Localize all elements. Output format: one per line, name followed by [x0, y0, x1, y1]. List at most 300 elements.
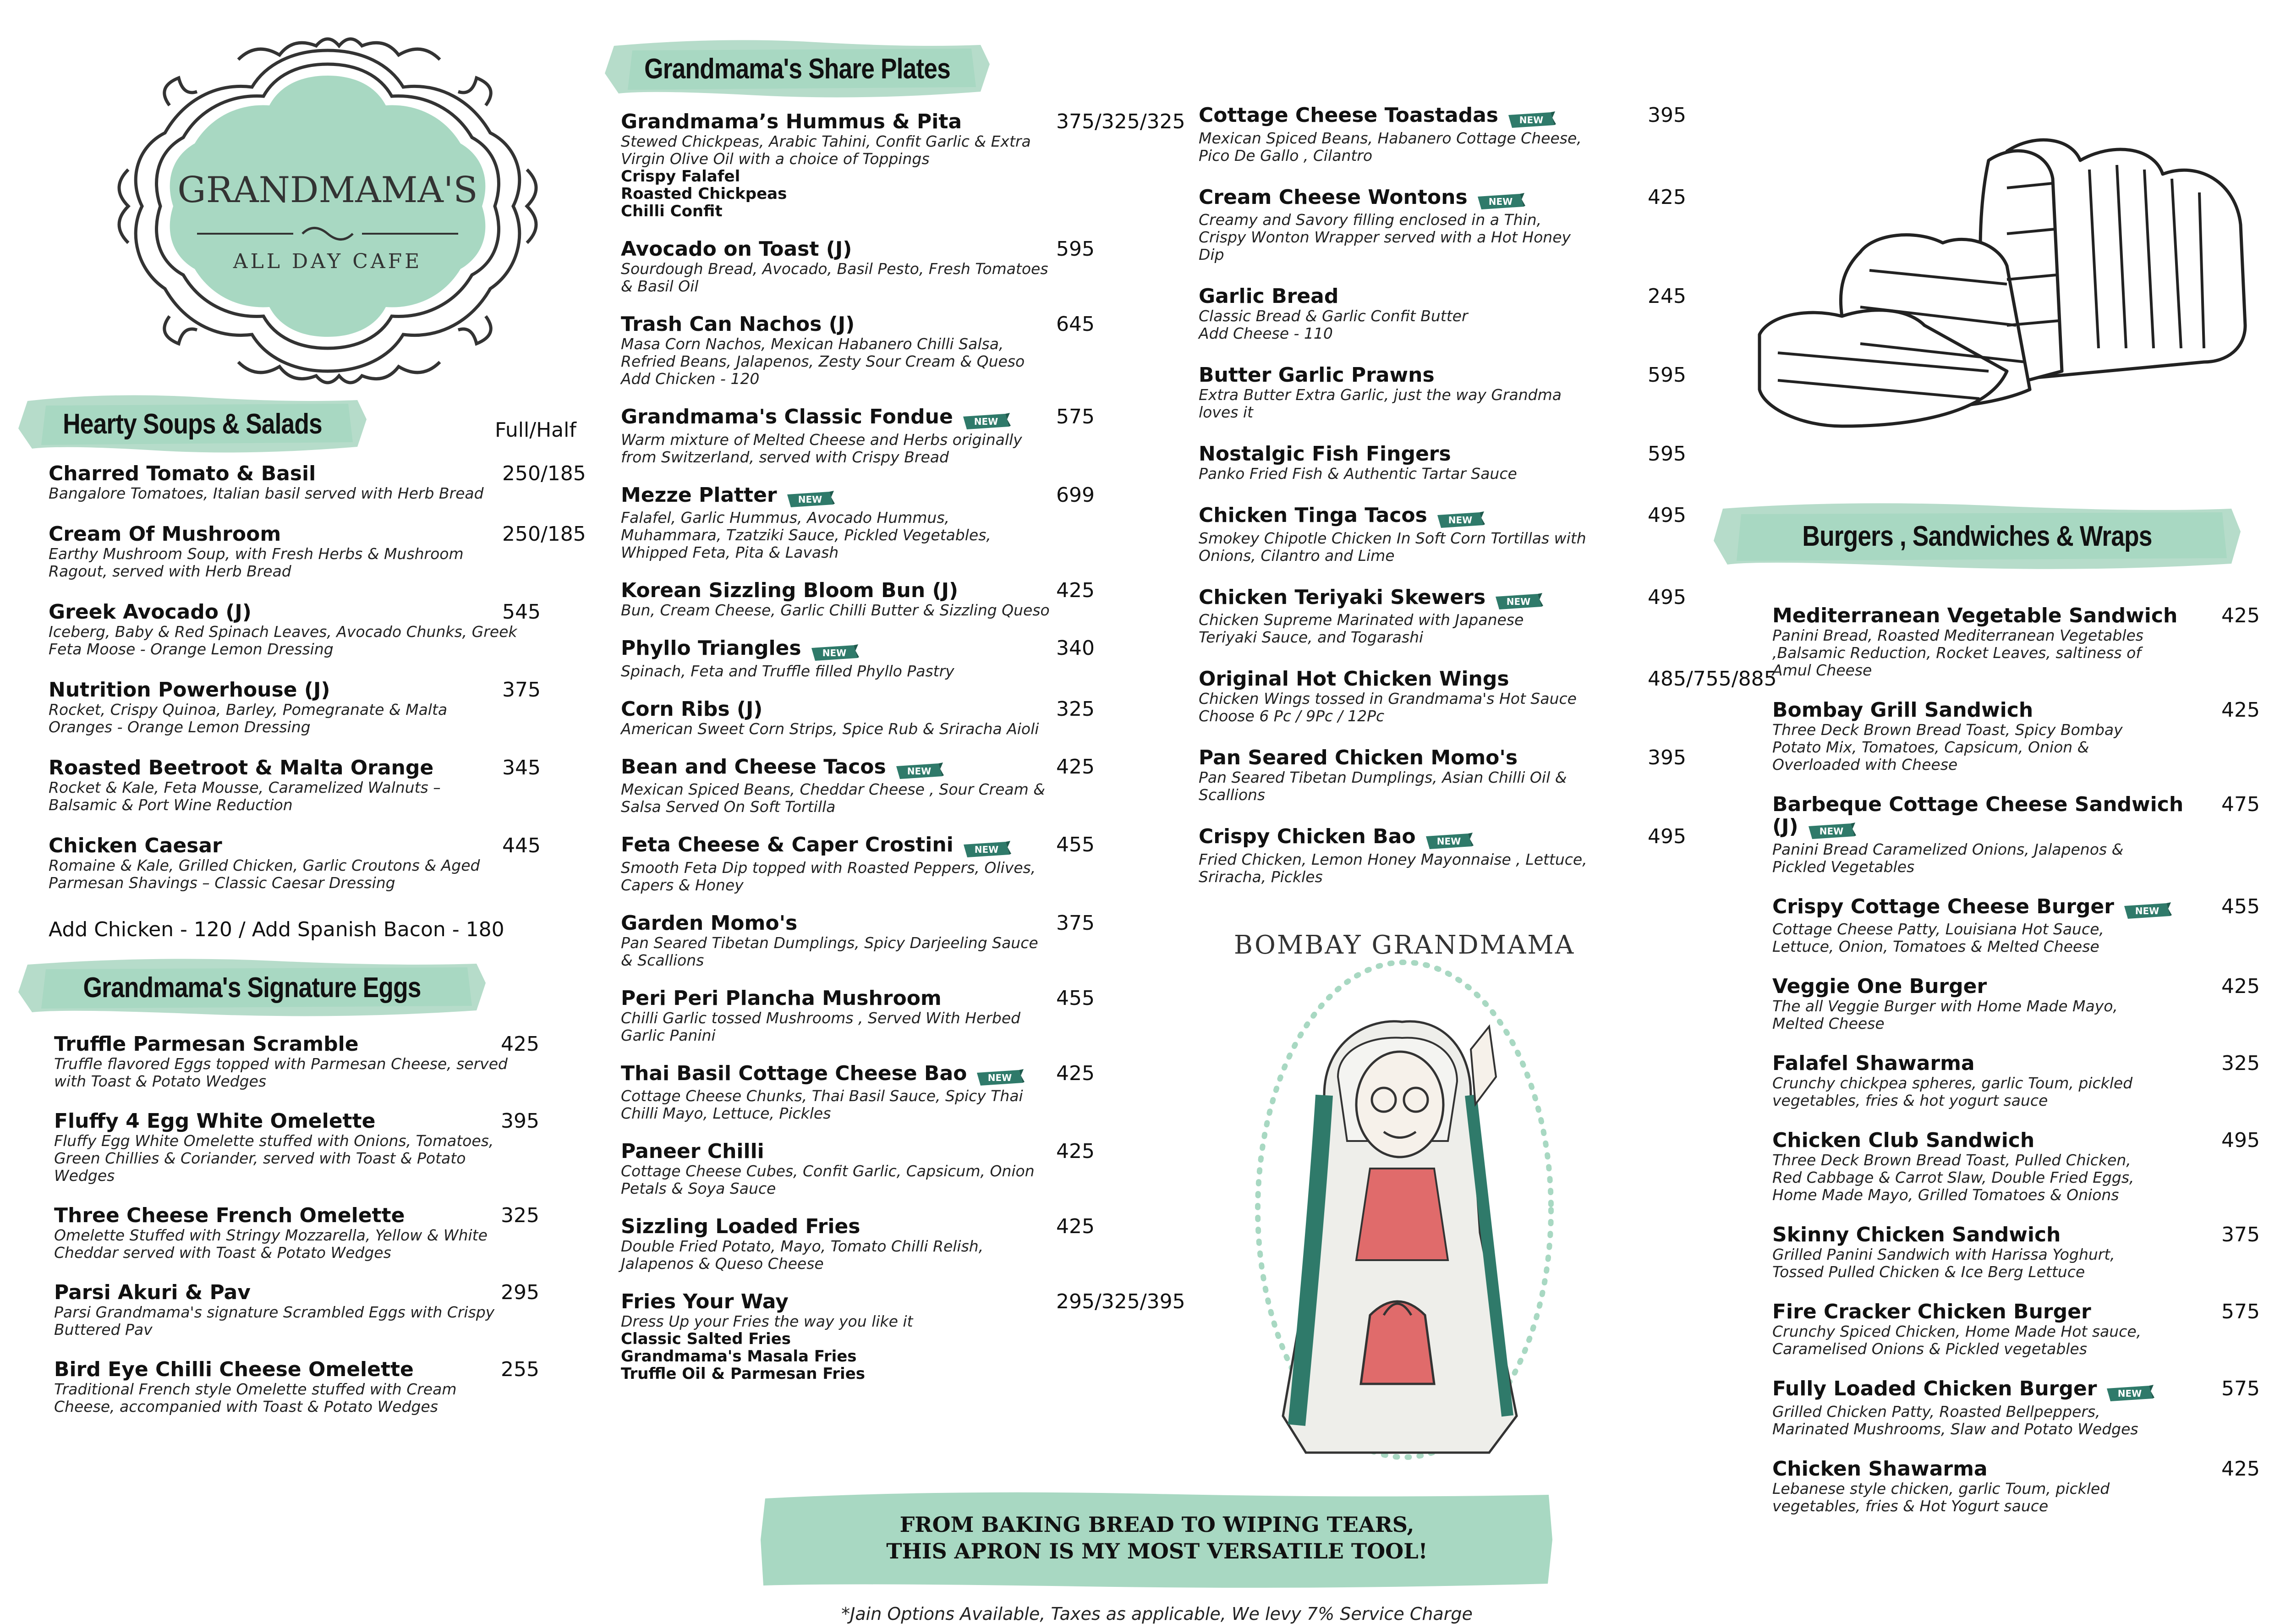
new-badge-icon [2105, 1384, 2154, 1403]
menu-item-description: Lettuce, Onion, Tomatoes & Melted Cheese [1772, 938, 2099, 955]
menu-item [1772, 1130, 2276, 1204]
menu-item-name: Fire Cracker Chicken Burger [1772, 1300, 2091, 1323]
menu-item-description: Classic Bread & Garlic Confit Butter [1199, 307, 1468, 325]
menu-item-price: 425 [1056, 579, 1095, 602]
menu-item-description: Pickled Vegetables [1772, 857, 1915, 876]
menu-item-description: Crispy Wonton Wrapper served with a Hot Honey [1199, 228, 1571, 246]
menu-item [49, 463, 589, 502]
menu-item-description: & Basil Oil [621, 277, 699, 295]
menu-item-name: Phyllo Triangles [621, 636, 801, 660]
menu-item [1199, 747, 1744, 804]
menu-item [1199, 587, 1744, 647]
menu-item-option: Classic Salted Fries [621, 1330, 791, 1348]
menu-item-price: 375 [1056, 911, 1095, 935]
menu-item-price: 425 [501, 1032, 539, 1056]
soups-size-header: Full/Half [495, 418, 576, 442]
menu-item-description: Chilli Mayo, Lettuce, Pickles [621, 1104, 831, 1122]
menu-item-price: 425 [2221, 1457, 2260, 1481]
menu-item-price: 455 [1056, 986, 1095, 1010]
menu-item [621, 406, 1189, 466]
menu-item-description: Red Cabbage & Carrot Slaw, Double Fried Eggs, [1772, 1169, 2134, 1186]
menu-item [1199, 443, 1744, 483]
apron-quote-box [761, 1489, 1553, 1590]
menu-item [54, 1282, 590, 1339]
menu-item-name: Peri Peri Plancha Mushroom [621, 986, 942, 1010]
svg-text:NEW: NEW [2135, 905, 2159, 916]
menu-item-price: 250/185 [502, 462, 586, 485]
menu-item-option: Grandmama's Masala Fries [621, 1347, 857, 1366]
logo-tagline: ALL DAY CAFE [233, 250, 422, 273]
menu-item-name: Trash Can Nachos (J) [621, 313, 855, 336]
menu-item-description: Caramelised Onions & Pickled vegetables [1772, 1340, 2087, 1358]
menu-item [1772, 1053, 2276, 1109]
menu-item-price: 375/325/325 [1056, 110, 1185, 133]
soups-addon: Add Chicken - 120 / Add Spanish Bacon - 180 [49, 918, 504, 941]
menu-item-option: Chilli Confit [621, 202, 723, 220]
menu-item [621, 1291, 1189, 1383]
menu-item-price: 645 [1056, 313, 1095, 336]
starters-list [1199, 104, 1777, 908]
menu-item-description: Panini Bread, Roasted Mediterranean Vegetables [1772, 626, 2143, 644]
grandma-title: BOMBAY GRANDMAMA [1233, 930, 1575, 960]
menu-item-name: Three Cheese French Omelette [54, 1204, 405, 1227]
menu-item-description: Muhammara, Tzatziki Sauce, Pickled Vegetables, [621, 526, 991, 544]
menu-item-description: Onions, Cilantro and Lime [1199, 546, 1395, 565]
menu-item-price: 475 [2221, 793, 2260, 816]
menu-item-price: 325 [1056, 697, 1095, 721]
menu-item [621, 834, 1189, 894]
menu-item-description: Ragout, served with Herb Bread [49, 562, 291, 580]
menu-item [621, 484, 1189, 562]
menu-item [54, 1110, 590, 1185]
menu-item-description: Garlic Panini [621, 1026, 716, 1044]
menu-item-name: Parsi Akuri & Pav [54, 1281, 251, 1304]
menu-item-description: Mexican Spiced Beans, Cheddar Cheese , Sour Cream & [621, 780, 1046, 798]
menu-item-description: Sourdough Bread, Avocado, Basil Pesto, Fresh Tomatoes [621, 260, 1048, 278]
menu-item-name: Charred Tomato & Basil [49, 462, 316, 485]
menu-item [1199, 285, 1744, 342]
menu-item-description: Add Chicken - 120 [621, 370, 760, 388]
menu-item-description: Wedges [54, 1167, 115, 1185]
soups-list [49, 463, 589, 913]
menu-item-description: Panko Fried Fish & Authentic Tartar Sauce [1199, 465, 1517, 483]
menu-item-description: Falafel, Garlic Hummus, Avocado Hummus, [621, 509, 950, 527]
logo-name: GRANDMAMA'S [177, 170, 478, 211]
menu-item-description: Parsi Grandmama's signature Scrambled Eggs with Crispy [54, 1303, 495, 1321]
menu-item-name: Cottage Cheese Toastadas [1199, 104, 1498, 127]
menu-item-price: 345 [502, 756, 541, 779]
menu-item-price: 485/755/885 [1648, 667, 1777, 691]
menu-item-name: Grandmama's Classic Fondue [621, 405, 953, 428]
menu-item-description: Choose 6 Pc / 9Pc / 12Pc [1199, 707, 1385, 725]
menu-item [621, 698, 1189, 738]
menu-item-name: Butter Garlic Prawns [1199, 363, 1435, 387]
menu-item-description: Green Chillies & Coriander, served with Toast & Potato [54, 1149, 466, 1167]
menu-item [621, 988, 1189, 1044]
menu-item-description: Refried Beans, Jalapenos, Zesty Sour Cream & Queso [621, 352, 1025, 370]
menu-item-name: Corn Ribs (J) [621, 697, 763, 721]
menu-item-description: Grilled Panini Sandwich with Harissa Yoghurt, [1772, 1245, 2115, 1263]
menu-item [621, 580, 1189, 619]
new-badge-icon [1476, 192, 1525, 211]
menu-item [1772, 699, 2276, 774]
menu-item-description: Romaine & Kale, Grilled Chicken, Garlic Croutons & Aged [49, 856, 480, 874]
menu-item [621, 1063, 1189, 1123]
menu-item-description: Crunchy Spiced Chicken, Home Made Hot sauce, [1772, 1322, 2142, 1340]
menu-item-name: Cream Cheese Wontons [1199, 185, 1468, 209]
menu-item-price: 575 [1056, 405, 1095, 428]
menu-item-description: Potato Mix, Tomatoes, Capsicum, Onion & [1772, 738, 2089, 756]
menu-item-name: Greek Avocado (J) [49, 600, 252, 624]
menu-item-description: with Toast & Potato Wedges [54, 1072, 267, 1090]
menu-item-name: Roasted Beetroot & Malta Orange [49, 756, 434, 779]
menu-item-name: Veggie One Burger [1772, 975, 1987, 998]
menu-item [1772, 1458, 2276, 1515]
menu-item [1772, 1301, 2276, 1358]
menu-item-price: 445 [502, 834, 541, 857]
eggs-banner [18, 955, 486, 1020]
menu-item [49, 757, 589, 814]
new-badge-icon [962, 840, 1011, 859]
menu-item-price: 395 [1648, 746, 1686, 769]
menu-item-description: Feta Moose - Orange Lemon Dressing [49, 640, 334, 658]
menu-item-price: 375 [502, 678, 541, 702]
menu-item-price: 295 [501, 1281, 539, 1304]
new-badge-icon [975, 1068, 1025, 1087]
svg-text:NEW: NEW [1436, 835, 1461, 847]
menu-item-price: 455 [2221, 894, 2260, 918]
menu-item-description: Spinach, Feta and Truffle filled Phyllo Pastry [621, 662, 954, 680]
menu-item-description: Home Made Mayo, Grilled Tomatoes & Onions [1772, 1186, 2119, 1204]
menu-item-price: 250/185 [502, 522, 586, 546]
menu-item-name: Mezze Platter [621, 483, 777, 507]
svg-text:NEW: NEW [1506, 596, 1531, 607]
menu-item-price: 425 [1056, 755, 1095, 779]
menu-item-description: Marinated Mushrooms, Slaw and Potato Wedges [1772, 1420, 2138, 1438]
menu-item-name: Nostalgic Fish Fingers [1199, 442, 1451, 466]
menu-item-description: Cottage Cheese Chunks, Thai Basil Sauce, Spicy Thai [621, 1087, 1023, 1105]
menu-item-description: Add Cheese - 110 [1199, 324, 1333, 342]
menu-item-description: Cheese, accompanied with Toast & Potato Wedges [54, 1398, 438, 1416]
new-badge-icon [1507, 110, 1556, 130]
menu-item-name: Nutrition Powerhouse (J) [49, 678, 330, 702]
menu-item-description: Smooth Feta Dip topped with Roasted Peppers, Olives, [621, 858, 1036, 877]
menu-item-description: Whipped Feta, Pita & Lavash [621, 543, 839, 561]
menu-item-description: Jalapenos & Queso Cheese [621, 1255, 824, 1273]
menu-item-description: American Sweet Corn Strips, Spice Rub & Sriracha Aioli [621, 719, 1039, 738]
menu-item [1772, 1224, 2276, 1281]
menu-item-price: 595 [1648, 442, 1686, 466]
soups-title: Hearty Soups & Salads [63, 408, 322, 440]
menu-item-description: Overloaded with Cheese [1772, 756, 1958, 774]
burgers-banner [1714, 499, 2241, 573]
menu-item-description: & Scallions [621, 951, 704, 969]
footnote: *Jain Options Available, Taxes as applicable, We levy 7% Service Charge [841, 1604, 1473, 1624]
menu-item-price: 245 [1648, 285, 1686, 308]
menu-item-description: Bangalore Tomatoes, Italian basil served with Herb Bread [49, 484, 484, 502]
menu-item-price: 325 [501, 1204, 539, 1227]
menu-item-name: Grandmama’s Hummus & Pita [621, 110, 962, 133]
menu-item-description: ,Balsamic Reduction, Rocket Leaves, saltiness of [1772, 644, 2141, 662]
menu-item-name: Cream Of Mushroom [49, 522, 281, 546]
menu-item-price: 575 [2221, 1300, 2260, 1323]
menu-item [621, 1141, 1189, 1197]
burgers-title: Burgers , Sandwiches & Wraps [1802, 520, 2152, 552]
menu-item [621, 756, 1189, 816]
bread-illustration [1750, 133, 2268, 463]
menu-item-description: vegetables, fries & hot yogurt sauce [1772, 1092, 2048, 1109]
svg-text:NEW: NEW [988, 1072, 1012, 1083]
new-badge-icon [2122, 901, 2172, 921]
menu-item-name: Fully Loaded Chicken Burger [1772, 1377, 2097, 1400]
menu-item-description: Iceberg, Baby & Red Spinach Leaves, Avocado Chunks, Greek [49, 623, 517, 641]
menu-item-name: Original Hot Chicken Wings [1199, 667, 1509, 691]
menu-item-name: Skinny Chicken Sandwich [1772, 1223, 2061, 1246]
menu-item-name: Garden Momo's [621, 911, 798, 935]
menu-item-description: Smokey Chipotle Chicken In Soft Corn Tortillas with [1199, 529, 1586, 547]
new-badge-icon [894, 762, 944, 781]
menu-item-price: 595 [1648, 363, 1686, 387]
menu-item [621, 313, 1189, 388]
menu-item-price: 340 [1056, 636, 1095, 660]
menu-item-name: Mediterranean Vegetable Sandwich [1772, 604, 2178, 627]
menu-item-description: Virgin Olive Oil with a choice of Toppings [621, 150, 930, 168]
apron-quote-line-1: FROM BAKING BREAD TO WIPING TEARS, [899, 1512, 1414, 1537]
menu-item-description: Creamy and Savory filling enclosed in a Thin, [1199, 211, 1542, 229]
menu-item-price: 425 [1056, 1140, 1095, 1163]
menu-item [49, 523, 589, 580]
menu-item-option: Crispy Falafel [621, 167, 740, 186]
menu-item-description: Stewed Chickpeas, Arabic Tahini, Confit Garlic & Extra [621, 132, 1031, 150]
menu-item-description: Chicken Wings tossed in Grandmama's Hot Sauce [1199, 690, 1577, 708]
menu-item-description: Cottage Cheese Cubes, Confit Garlic, Capsicum, Onion [621, 1162, 1035, 1180]
menu-item-description: Omelette Stuffed with Stringy Mozzarella, Yellow & White [54, 1226, 488, 1244]
menu-item [54, 1033, 590, 1090]
menu-item-description: Chicken Supreme Marinated with Japanese [1199, 611, 1524, 629]
menu-item [1772, 1378, 2276, 1438]
menu-item-description: Parmesan Shavings – Classic Caesar Dressing [49, 874, 395, 892]
menu-item-description: Pan Seared Tibetan Dumplings, Asian Chilli Oil & [1199, 768, 1567, 786]
menu-item [1199, 505, 1744, 565]
menu-item-name: Chicken Tinga Tacos [1199, 504, 1427, 527]
menu-item-description: Fluffy Egg White Omelette stuffed with Onions, Tomatoes, [54, 1132, 494, 1150]
menu-item-description: Cheddar served with Toast & Potato Wedges [54, 1244, 391, 1262]
menu-item [621, 111, 1189, 220]
menu-item-name: Paneer Chilli [621, 1140, 764, 1163]
menu-item-name: Fries Your Way [621, 1290, 789, 1313]
menu-item-description: Traditional French style Omelette stuffed with Cream [54, 1380, 457, 1398]
menu-item-description: Three Deck Brown Bread Toast, Spicy Bombay [1772, 721, 2123, 739]
svg-text:NEW: NEW [1488, 196, 1513, 207]
apron-quote-line-2: THIS APRON IS MY MOST VERSATILE TOOL! [886, 1539, 1428, 1564]
menu-item-price: 255 [501, 1358, 539, 1381]
menu-item-price: 425 [1056, 1215, 1095, 1238]
menu-item-price: 455 [1056, 833, 1095, 856]
menu-item-description: Mexican Spiced Beans, Habanero Cottage Cheese, [1199, 129, 1582, 147]
menu-item-description: Chilli Garlic tossed Mushrooms , Served With Herbed [621, 1009, 1021, 1027]
menu-item-price: 425 [1056, 1061, 1095, 1085]
menu-item-description: Lebanese style chicken, garlic Toum, pickled [1772, 1479, 2110, 1498]
menu-item-name: Crispy Cottage Cheese Burger [1772, 894, 2114, 918]
menu-item-name: Sizzling Loaded Fries [621, 1215, 860, 1238]
menu-item-name: Fluffy 4 Egg White Omelette [54, 1109, 376, 1133]
menu-item [1772, 976, 2276, 1032]
menu-item-price: 495 [1648, 585, 1686, 609]
svg-text:NEW: NEW [822, 647, 846, 658]
menu-item-description: Fried Chicken, Lemon Honey Mayonnaise , Lettuce, [1199, 850, 1587, 868]
menu-item [1199, 187, 1744, 264]
menu-item-description: Panini Bread Caramelized Onions, Jalapenos & [1772, 840, 2124, 858]
menu-item-description: Masa Corn Nachos, Mexican Habanero Chilli Salsa, [621, 335, 1004, 353]
menu-item-price: 325 [2221, 1052, 2260, 1075]
menu-item-name: Bombay Grill Sandwich [1772, 698, 2033, 722]
menu-item-description: from Switzerland, served with Crispy Bread [621, 448, 949, 466]
new-badge-icon [1494, 592, 1543, 611]
menu-item-name: Garlic Bread [1199, 285, 1339, 308]
menu-item [49, 679, 589, 736]
svg-text:NEW: NEW [1448, 514, 1473, 526]
share-list [621, 111, 1189, 1401]
menu-item-name: Pan Seared Chicken Momo's [1199, 746, 1518, 769]
menu-item-description: Double Fried Potato, Mayo, Tomato Chilli Relish, [621, 1237, 984, 1255]
menu-item [1199, 104, 1744, 165]
bread-loaf-icon [1750, 133, 2268, 463]
menu-item-price: 495 [1648, 825, 1686, 848]
menu-item-description: Crunchy chickpea spheres, garlic Toum, pickled [1772, 1074, 2133, 1092]
soups-banner [18, 392, 367, 456]
menu-item-name: Chicken Caesar [49, 834, 222, 857]
menu-item-description: Extra Butter Extra Garlic, just the way Grandma [1199, 386, 1562, 404]
menu-item-price: 295/325/395 [1056, 1290, 1185, 1313]
menu-item-name: Bean and Cheese Tacos [621, 755, 886, 779]
burgers-list [1772, 605, 2276, 1535]
menu-item-description: Pan Seared Tibetan Dumplings, Spicy Darjeeling Sauce [621, 933, 1038, 952]
menu-item-description: Melted Cheese [1772, 1015, 1885, 1032]
menu-item-description: Tossed Pulled Chicken & Ice Berg Lettuce [1772, 1263, 2085, 1281]
svg-text:NEW: NEW [1519, 114, 1544, 126]
menu-item-price: 575 [2221, 1377, 2260, 1400]
menu-item-price: 595 [1056, 237, 1095, 261]
menu-item [54, 1205, 590, 1262]
grandma-illustration [1233, 912, 1576, 1471]
grandma-icon [1233, 912, 1576, 1471]
menu-item-description: Grilled Chicken Patty, Roasted Bellpeppers, [1772, 1402, 2100, 1421]
menu-item-price: 395 [1648, 104, 1686, 127]
eggs-title: Grandmama's Signature Eggs [83, 971, 421, 1004]
menu-item-description: Buttered Pav [54, 1321, 153, 1339]
menu-item [49, 835, 589, 892]
menu-item-price: 495 [1648, 504, 1686, 527]
menu-item-description: Rocket & Kale, Feta Mousse, Caramelized Walnuts – [49, 779, 441, 796]
svg-text:NEW: NEW [974, 844, 998, 855]
menu-item-name: Korean Sizzling Bloom Bun (J) [621, 579, 959, 602]
menu-item [1772, 794, 2276, 876]
logo-frame-icon [101, 32, 554, 390]
menu-item-name: Chicken Teriyaki Skewers [1199, 585, 1486, 609]
menu-item-name: Crispy Chicken Bao [1199, 825, 1416, 848]
menu-item-description: Salsa Served On Soft Tortilla [621, 798, 836, 816]
new-badge-icon [785, 490, 835, 509]
menu-item-price: 425 [1648, 185, 1686, 209]
menu-item-name: Bird Eye Chilli Cheese Omelette [54, 1358, 414, 1381]
eggs-list [54, 1033, 590, 1436]
menu-item [1772, 896, 2276, 956]
menu-item-description: Dress Up your Fries the way you like it [621, 1312, 913, 1330]
menu-item [49, 601, 589, 658]
cafe-logo [101, 32, 554, 390]
svg-text:NEW: NEW [974, 416, 998, 427]
menu-item-description: Earthy Mushroom Soup, with Fresh Herbs & Mushroom [49, 545, 464, 563]
menu-item [1199, 667, 1777, 725]
menu-item-price: 395 [501, 1109, 539, 1133]
menu-item-description: Three Deck Brown Bread Toast, Pulled Chicken, [1772, 1151, 2131, 1169]
menu-item-option: Roasted Chickpeas [621, 185, 787, 203]
new-badge-icon [1807, 822, 1856, 841]
menu-item-name: Barbeque Cottage Cheese Sandwich (J) [1772, 793, 2184, 838]
share-title: Grandmama's Share Plates [644, 53, 950, 85]
menu-item [621, 637, 1189, 680]
menu-item-name: Chicken Club Sandwich [1772, 1129, 2035, 1152]
menu-item-description: The all Veggie Burger with Home Made Mayo, [1772, 997, 2118, 1015]
new-badge-icon [810, 643, 859, 663]
menu-item-price: 375 [2221, 1223, 2260, 1246]
svg-text:NEW: NEW [1819, 825, 1843, 837]
share-banner [605, 37, 990, 101]
menu-item-description: Sriracha, Pickles [1199, 867, 1323, 886]
menu-item-name: Avocado on Toast (J) [621, 237, 852, 261]
menu-item [621, 912, 1189, 969]
new-badge-icon [1424, 832, 1474, 851]
new-badge-icon [961, 412, 1011, 431]
menu-item-description: loves it [1199, 403, 1253, 421]
menu-item-name: Chicken Shawarma [1772, 1457, 1988, 1481]
menu-item-price: 495 [2221, 1129, 2260, 1152]
menu-item-description: Petals & Soya Sauce [621, 1180, 776, 1197]
menu-item-price: 545 [502, 600, 541, 624]
menu-item [1772, 605, 2276, 679]
menu-item-name: Falafel Shawarma [1772, 1052, 1975, 1075]
menu-item-description: Dip [1199, 246, 1224, 263]
menu-item-description: Rocket, Crispy Quinoa, Barley, Pomegranate & Malta [49, 701, 448, 719]
menu-item-description: Amul Cheese [1772, 661, 1872, 679]
menu-item-price: 425 [2221, 698, 2260, 722]
svg-text:NEW: NEW [798, 494, 822, 505]
menu-item-price: 425 [2221, 975, 2260, 998]
menu-item-name: Truffle Parmesan Scramble [54, 1032, 359, 1056]
menu-item-option: Truffle Oil & Parmesan Fries [621, 1365, 866, 1383]
menu-item-description: Teriyaki Sauce, and Togarashi [1199, 628, 1424, 646]
menu-item-description: Pico De Gallo , Cilantro [1199, 146, 1373, 165]
menu-item-description: Bun, Cream Cheese, Garlic Chilli Butter & Sizzling Queso [621, 601, 1050, 619]
menu-item-description: Capers & Honey [621, 876, 744, 894]
svg-text:NEW: NEW [2118, 1388, 2142, 1399]
menu-item-description: Scallions [1199, 786, 1266, 804]
menu-item-description: Balsamic & Port Wine Reduction [49, 796, 293, 814]
menu-item-description: vegetables, fries & Hot Yogurt sauce [1772, 1497, 2049, 1515]
menu-item [621, 1216, 1189, 1273]
menu-item-description: Warm mixture of Melted Cheese and Herbs originally [621, 430, 1022, 449]
menu-item [1199, 826, 1744, 886]
menu-item-price: 425 [2221, 604, 2260, 627]
menu-item-description: Cottage Cheese Patty, Louisiana Hot Sauce, [1772, 920, 2104, 938]
menu-item-description: Truffle flavored Eggs topped with Parmesan Cheese, served [54, 1055, 508, 1073]
menu-item-name: Feta Cheese & Caper Crostini [621, 833, 954, 856]
menu-item [621, 238, 1189, 295]
menu-item [1199, 364, 1744, 421]
menu-item [54, 1359, 590, 1416]
menu-item-price: 699 [1056, 483, 1095, 507]
menu-item-description: Oranges - Orange Lemon Dressing [49, 718, 311, 736]
